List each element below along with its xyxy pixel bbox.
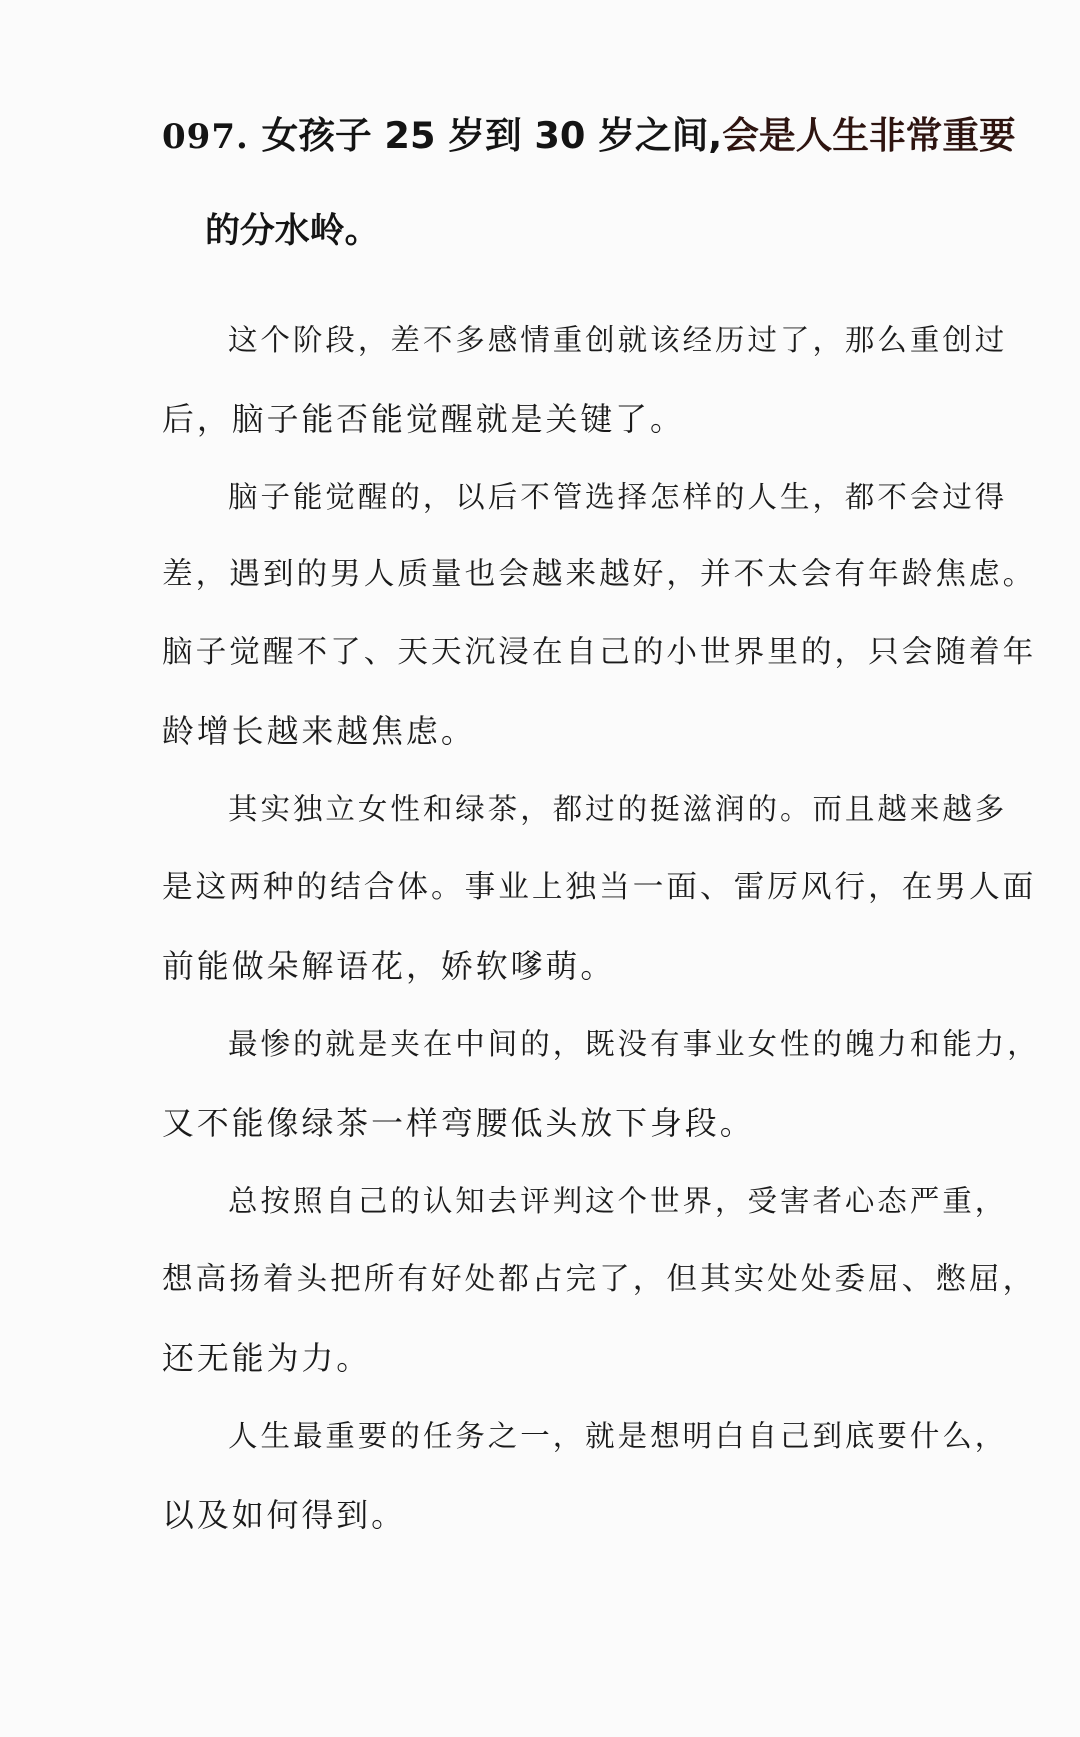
text-line: 这个阶段，差不多感情重创就该经历过了，那么重创过	[228, 323, 1008, 357]
text-line: 其实独立女性和绿茶，都过的挺滋润的。而且越来越多	[228, 792, 1008, 826]
text-line: 最惨的就是夹在中间的，既没有事业女性的魄力和能力，	[228, 1027, 1040, 1061]
chapter-number: 097.	[162, 117, 249, 157]
text-line: 总按照自己的认知去评判这个世界，受害者心态严重，	[228, 1184, 1008, 1218]
chapter-title-part-1: 女孩子 25 岁到 30 岁之间,	[261, 114, 723, 157]
chapter-title	[162, 114, 1062, 157]
chapter-title-continuation: 的分水岭。	[205, 211, 380, 251]
chapter-title-part-2: 会是人生非常重要	[722, 114, 1016, 157]
text-line: 差，遇到的男人质量也会越来越好，并不太会有年龄焦虑。	[162, 557, 1037, 592]
text-line: 后，脑子能否能觉醒就是关键了。	[162, 400, 685, 438]
text-line: 龄增长越来越焦虑。	[162, 712, 476, 750]
text-line: 是这两种的结合体。事业上独当一面、雷厉风行，在男人面	[162, 870, 1037, 905]
text-line: 以及如何得到。	[162, 1496, 407, 1534]
text-line: 还无能为力。	[162, 1339, 372, 1377]
text-line: 脑子能觉醒的，以后不管选择怎样的人生，都不会过得	[228, 480, 1008, 514]
text-line: 人生最重要的任务之一，就是想明白自己到底要什么，	[228, 1419, 1008, 1453]
text-line: 想高扬着头把所有好处都占完了，但其实处处委屈、憋屈，	[162, 1262, 1037, 1297]
text-line: 前能做朵解语花，娇软嗲萌。	[162, 947, 616, 985]
text-line: 又不能像绿茶一样弯腰低头放下身段。	[162, 1104, 755, 1142]
text-line: 脑子觉醒不了、天天沉浸在自己的小世界里的，只会随着年	[162, 635, 1037, 670]
